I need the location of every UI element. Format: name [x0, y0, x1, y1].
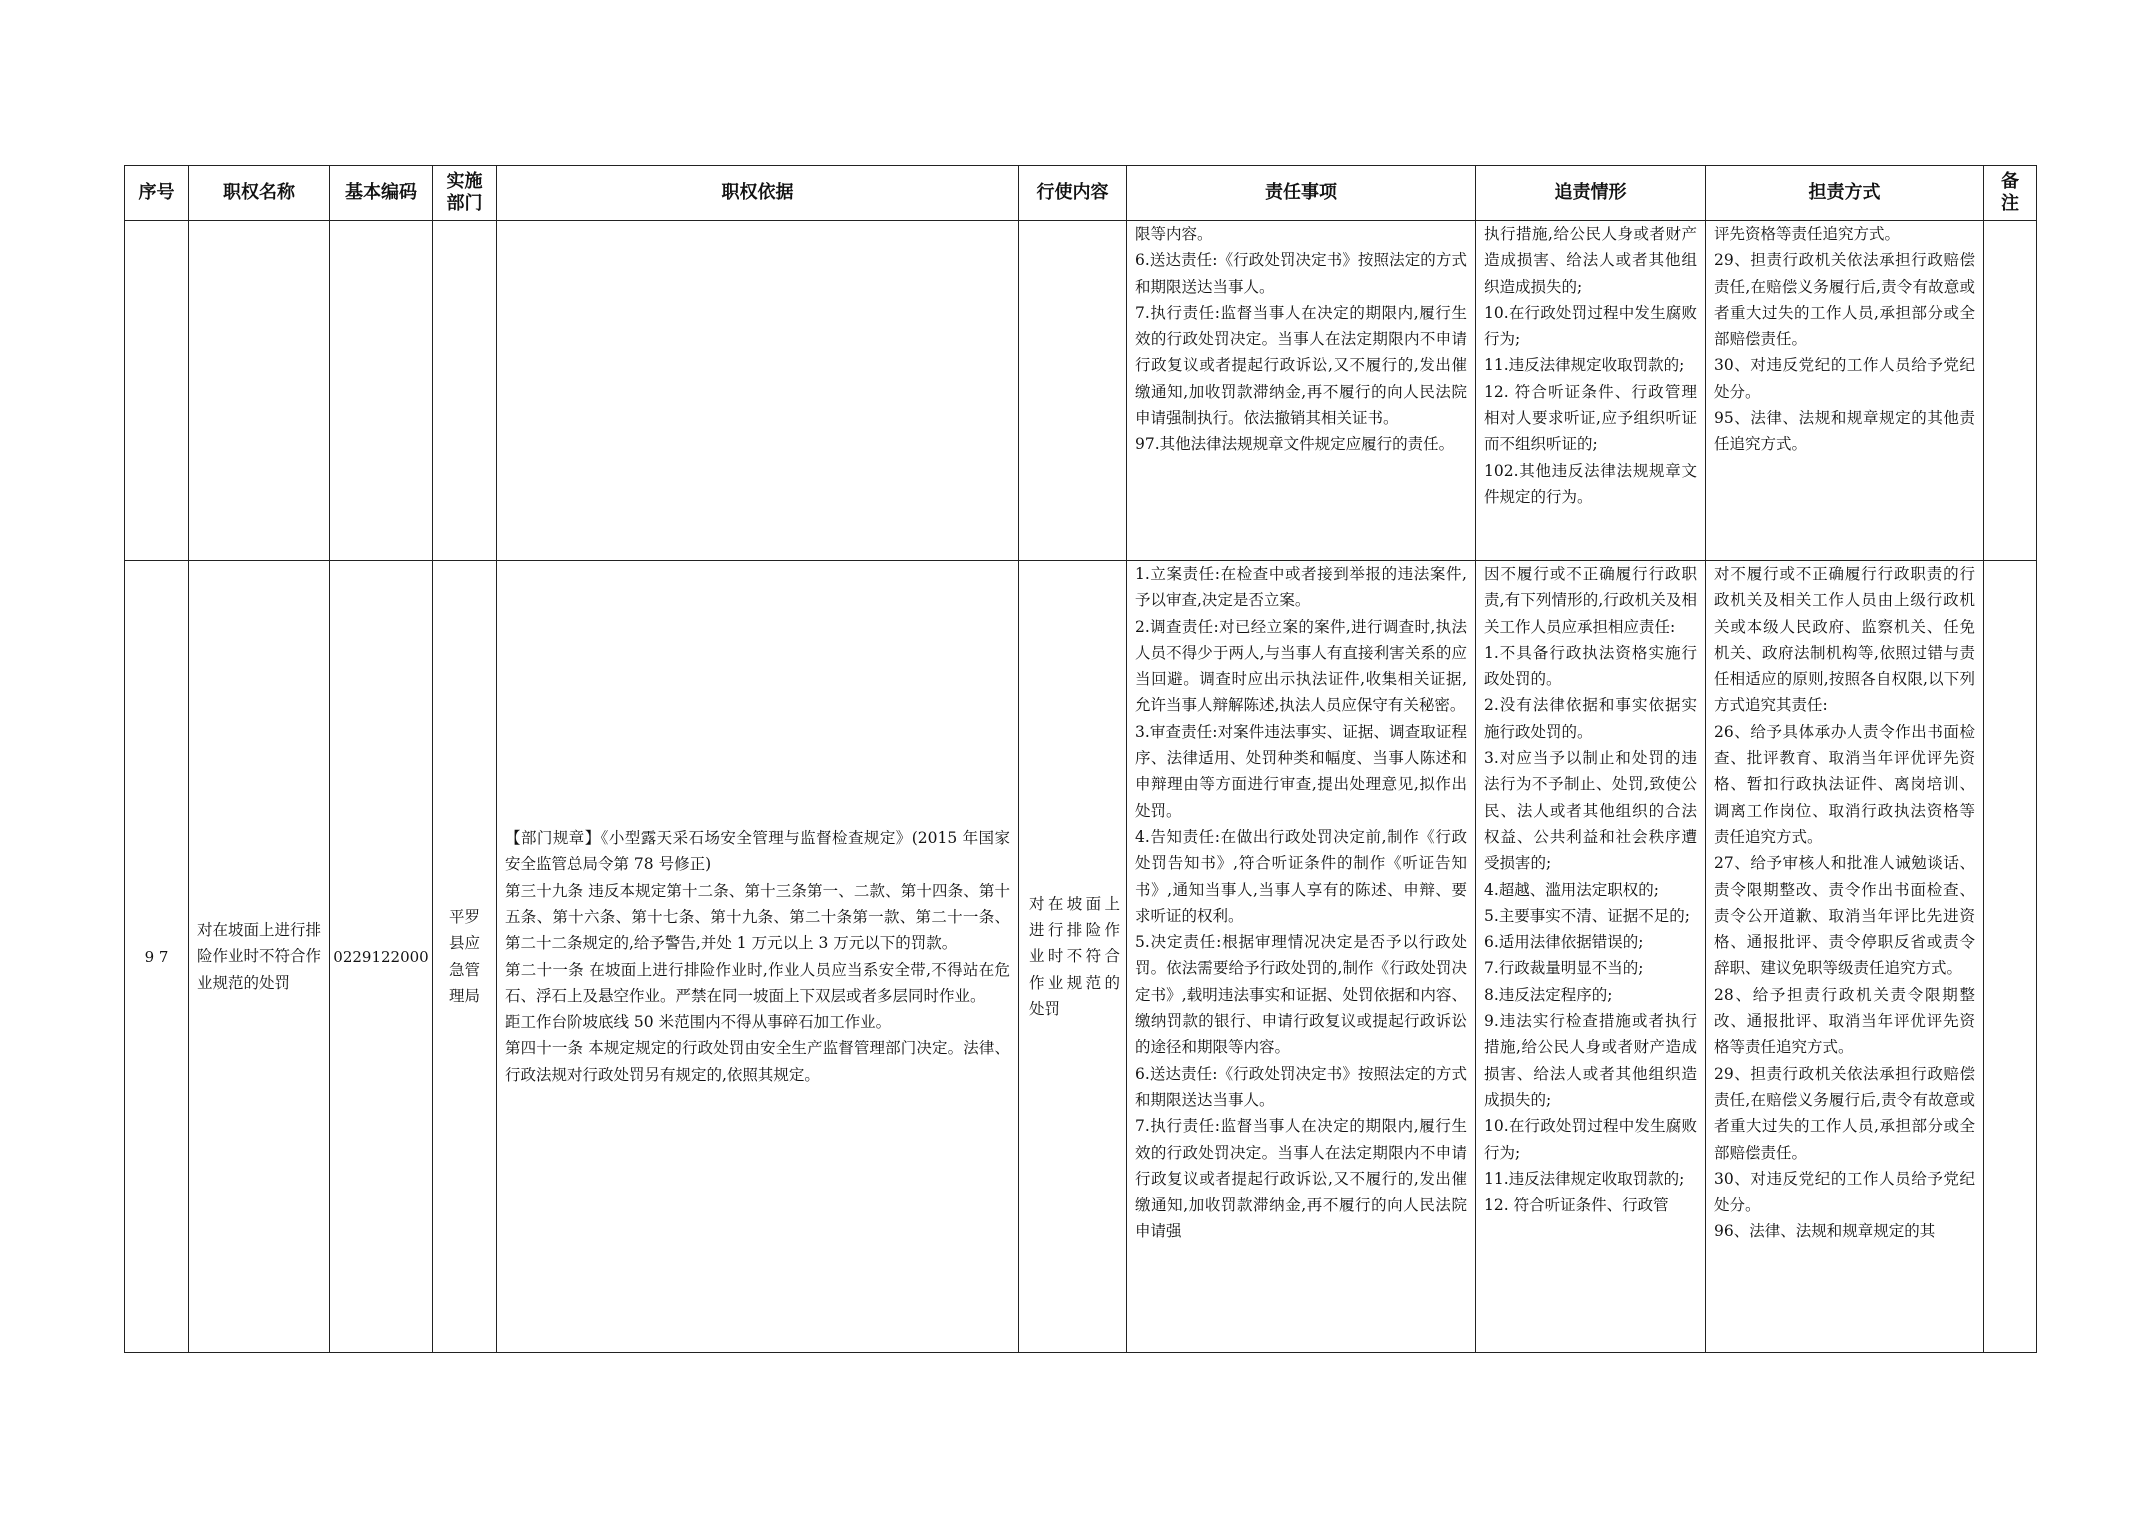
bear-item: 评先资格等责任追究方式。 — [1714, 225, 1901, 243]
cell-content — [1019, 221, 1127, 561]
cell-seq — [125, 221, 189, 561]
acc-item: 9.违法实行检查措施或者执行措施,给公民人身或者财产造成损害、给法人或者其他组织造成损失的; — [1484, 1012, 1697, 1109]
resp-item: 7.执行责任:监督当事人在决定的期限内,履行生效的行政处罚决定。当事人在法定期限内不申请行政复议或者提起行政诉讼,又不履行的,发出催缴通知,加收罚款滞纳金,再不履行的向人民法院申请强 — [1135, 1117, 1467, 1241]
basis-item: 第四十一条 本规定规定的行政处罚由安全生产监督管理部门决定。法律、行政法规对行政处罚另有规定的,依照其规定。 — [505, 1039, 1010, 1084]
acc-item: 7.行政裁量明显不当的; — [1484, 959, 1644, 978]
cell-code — [330, 561, 433, 1353]
header-name: 职权名称 — [189, 166, 330, 221]
table-row — [125, 561, 2037, 1353]
cell-bear — [1706, 221, 1984, 561]
bear-item: 28、给予担责行政机关责令限期整改、通报批评、取消当年评优评先资格等责任追究方式。 — [1714, 985, 1975, 1057]
header-acc: 追责情形 — [1476, 166, 1706, 221]
basis-item: 第二十一条 在坡面上进行排险作业时,作业人员应当系安全带,不得站在危石、浮石上及悬空作业。严禁在同一坡面上下双层或者多层同时作业。 — [505, 960, 1010, 1005]
header-basis: 职权依据 — [497, 166, 1019, 221]
resp-item: 6.送达责任:《行政处罚决定书》按照法定的方式和期限送达当事人。 — [1135, 251, 1467, 296]
cell-dept — [433, 221, 497, 561]
resp-item: 1.立案责任:在检查中或者接到举报的违法案件,予以审查,决定是否立案。 — [1135, 565, 1467, 610]
duty-content: 对在坡面上进行排险作业时不符合作业规范的处罚 — [1029, 894, 1120, 1018]
table-row — [125, 221, 2037, 561]
bear-item: 29、担责行政机关依法承担行政赔偿责任,在赔偿义务履行后,责令有故意或者重大过失的工作人员,承担部分或全部赔偿责任。 — [1714, 251, 1975, 349]
acc-item: 8.违反法定程序的; — [1484, 985, 1613, 1004]
bear-item: 对不履行或不正确履行行政职责的行政机关及相关工作人员由上级行政机关或本级人民政府、监察机关、任免机关、政府法制机构等,依照过错与责任相适应的原则,按照各自权限,以下列方式追究其责任: — [1714, 565, 1975, 715]
acc-item: 2.没有法律依据和事实依据实施行政处罚的。 — [1484, 696, 1697, 741]
bear-item: 96、法律、法规和规章规定的其 — [1714, 1222, 1936, 1241]
resp-item: 97.其他法律法规规章文件规定应履行的责任。 — [1135, 435, 1455, 454]
cell-note — [1984, 221, 2037, 561]
acc-item: 3.对应当予以制止和处罚的违法行为不予制止、处罚,致使公民、法人或者其他组织的合法权益、公共利益和社会秩序遭受损害的; — [1484, 749, 1697, 873]
seq-number: 9 7 — [144, 947, 169, 966]
acc-item: 5.主要事实不清、证据不足的; — [1484, 906, 1691, 925]
bear-item: 26、给予具体承办人责令作出书面检查、批评教育、取消当年评优评先资格、暂扣行政执法证件、离岗培训、调离工作岗位、取消行政执法资格等责任追究方式。 — [1714, 722, 1975, 846]
acc-item: 11.违反法律规定收取罚款的; — [1484, 1169, 1685, 1188]
acc-item: 12. 符合听证条件、行政管理相对人要求听证,应予组织听证而不组织听证的; — [1484, 382, 1697, 454]
acc-item: 10.在行政处罚过程中发生腐败行为; — [1484, 303, 1697, 349]
resp-item: 6.送达责任:《行政处罚决定书》按照法定的方式和期限送达当事人。 — [1135, 1064, 1467, 1109]
acc-item: 11.违反法律规定收取罚款的; — [1484, 356, 1685, 375]
duty-code: 0229122000 — [333, 947, 429, 966]
header-code: 基本编码 — [330, 166, 433, 221]
cell-name — [189, 221, 330, 561]
acc-item: 102.其他违反法律法规规章文件规定的行为。 — [1484, 461, 1697, 506]
resp-item: 4.告知责任:在做出行政处罚决定前,制作《行政处罚告知书》,符合听证条件的制作《听证告知书》,通知当事人,当事人享有的陈述、申辩、要求听证的权利。 — [1135, 827, 1467, 925]
resp-item: 限等内容。 — [1135, 225, 1213, 243]
resp-item: 3.审查责任:对案件违法事实、证据、调查取证程序、法律适用、处罚种类和幅度、当事人陈述和申辩理由等方面进行审查,提出处理意见,拟作出处罚。 — [1135, 722, 1467, 820]
header-seq: 序号 — [125, 166, 189, 221]
cell-resp — [1127, 221, 1476, 561]
bear-item: 29、担责行政机关依法承担行政赔偿责任,在赔偿义务履行后,责令有故意或者重大过失的工作人员,承担部分或全部赔偿责任。 — [1714, 1064, 1975, 1162]
bear-item: 95、法律、法规和规章规定的其他责任追究方式。 — [1714, 409, 1975, 454]
header-note: 备注 — [1984, 166, 2037, 221]
cell-acc — [1476, 221, 1706, 561]
header-dept: 实施部门 — [433, 166, 497, 221]
basis-item: 第三十九条 违反本规定第十二条、第十三条第一、二款、第十四条、第十五条、第十六条、第十七条、第十九条、第二十条第一款、第二十一条、第二十二条规定的,给予警告,并处 1 万元以上 3 万元以下的罚款。 — [505, 881, 1010, 953]
header-resp: 责任事项 — [1127, 166, 1476, 221]
basis-item: 距工作台阶坡底线 50 米范围内不得从事碎石加工作业。 — [505, 1013, 892, 1032]
acc-item: 1.不具备行政执法资格实施行政处罚的。 — [1484, 643, 1697, 689]
acc-item: 执行措施,给公民人身或者财产造成损害、给法人或者其他组织造成损失的; — [1484, 225, 1697, 296]
acc-item: 因不履行或不正确履行行政职责,有下列情形的,行政机关及相关工作人员应承担相应责任: — [1484, 565, 1697, 636]
cell-name — [189, 561, 330, 1353]
cell-dept — [433, 561, 497, 1353]
bear-item: 30、对违反党纪的工作人员给予党纪处分。 — [1714, 1169, 1975, 1215]
resp-item: 2.调查责任:对已经立案的案件,进行调查时,执法人员不得少于两人,与当事人有直接利害关系的应当回避。调查时应出示执法证件,收集相关证据,允许当事人辩解陈述,执法人员应保守有关秘密。 — [1135, 617, 1467, 715]
cell-content — [1019, 561, 1127, 1353]
cell-resp — [1127, 561, 1476, 1353]
cell-basis — [497, 561, 1019, 1353]
cell-note — [1984, 561, 2037, 1353]
basis-item: 【部门规章】《小型露天采石场安全管理与监督检查规定》(2015 年国家安全监管总局令第 78 号修正) — [505, 829, 1010, 874]
acc-item: 4.超越、滥用法定职权的; — [1484, 880, 1660, 899]
duty-name: 对在坡面上进行排险作业时不符合作业规范的处罚 — [197, 921, 322, 992]
acc-item: 12. 符合听证条件、行政管 — [1484, 1196, 1669, 1215]
acc-item: 10.在行政处罚过程中发生腐败行为; — [1484, 1117, 1697, 1162]
header-bear: 担责方式 — [1706, 166, 1984, 221]
resp-item: 7.执行责任:监督当事人在决定的期限内,履行生效的行政处罚决定。当事人在法定期限内不申请行政复议或者提起行政诉讼,又不履行的,发出催缴通知,加收罚款滞纳金,再不履行的向人民法院申请强制执行。依法撤销其相关证书。 — [1135, 303, 1467, 428]
cell-basis — [497, 221, 1019, 561]
resp-item: 5.决定责任:根据审理情况决定是否予以行政处罚。依法需要给予行政处罚的,制作《行政处罚决定书》,载明违法事实和证据、处罚依据和内容、缴纳罚款的银行、申请行政复议或提起行政诉讼的途径和期限等内容。 — [1135, 933, 1467, 1057]
bear-item: 27、给予审核人和批准人诫勉谈话、责令限期整改、责令作出书面检查、责令公开道歉、取消当年评比先进资格、通报批评、责令停职反省或责令辞职、建议免职等级责任追究方式。 — [1714, 854, 1975, 978]
dept-name: 平罗县应急管理局 — [448, 907, 480, 1005]
cell-bear — [1706, 561, 1984, 1353]
acc-item: 6.适用法律依据错误的; — [1484, 933, 1644, 952]
bear-item: 30、对违反党纪的工作人员给予党纪处分。 — [1714, 356, 1975, 401]
cell-seq — [125, 561, 189, 1353]
header-content: 行使内容 — [1019, 166, 1127, 221]
header-row — [125, 166, 2037, 221]
duty-table — [124, 165, 2037, 1353]
cell-code — [330, 221, 433, 561]
cell-acc — [1476, 561, 1706, 1353]
